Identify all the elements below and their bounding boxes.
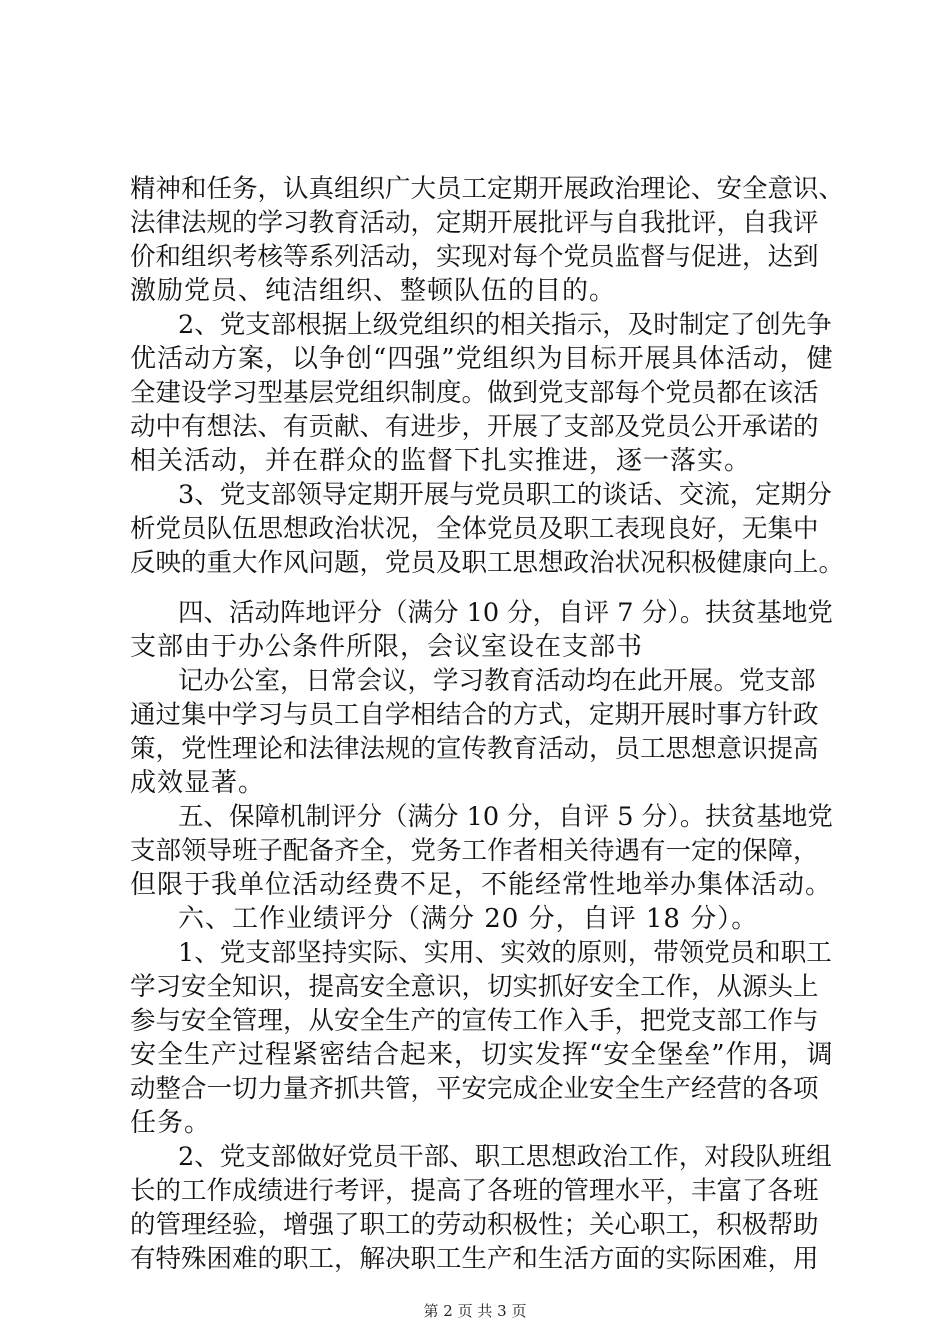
text-line: 通过集中学习与员工自学相结合的方式，定期开展时事方针政: [130, 700, 819, 730]
text-line: 2、党支部根据上级党组织的相关指示，及时制定了创先争: [178, 310, 832, 340]
text-line: 参与安全管理，从安全生产的宣传工作入手，把党支部工作与: [130, 1006, 819, 1036]
text-line: 精神和任务，认真组织广大员工定期开展政治理论、安全意识、: [130, 174, 845, 204]
text-line: 1、党支部坚持实际、实用、实效的原则，带领党员和职工: [178, 938, 832, 968]
text-line: 六、工作业绩评分（满分 20 分，自评 18 分）。: [178, 904, 759, 934]
text-line: 全建设学习型基层党组织制度。做到党支部每个党员都在该活: [130, 378, 819, 408]
text-line: 任务。: [130, 1108, 212, 1138]
text-line: 策，党性理论和法律法规的宣传教育活动，员工思想意识提高: [130, 734, 819, 764]
text-line: 记办公室，日常会议，学习教育活动均在此开展。党支部: [178, 666, 816, 696]
text-line: 四、活动阵地评分（满分 10 分，自评 7 分）。扶贫基地党: [178, 598, 833, 628]
text-line: 相关活动，并在群众的监督下扎实推进，逐一落实。: [130, 446, 752, 476]
text-line: 反映的重大作风问题，党员及职工思想政治状况积极健康向上。: [130, 548, 845, 578]
text-line: 3、党支部领导定期开展与党员职工的谈话、交流，定期分: [178, 480, 832, 510]
text-line: 动中有想法、有贡献、有进步，开展了支部及党员公开承诺的: [130, 412, 819, 442]
text-line: 支部领导班子配备齐全，党务工作者相关待遇有一定的保障，: [130, 836, 819, 866]
text-line: 的管理经验，增强了职工的劳动积极性；关心职工，积极帮助: [130, 1210, 819, 1240]
text-line: 优活动方案，以争创“四强”党组织为目标开展具体活动，健: [130, 344, 834, 374]
text-line: 学习安全知识，提高安全意识，切实抓好安全工作，从源头上: [130, 972, 819, 1002]
text-line: 但限于我单位活动经费不足，不能经常性地举办集体活动。: [130, 870, 833, 900]
page-footer: 第 2 页 共 3 页: [423, 1302, 527, 1320]
text-line: 法律法规的学习教育活动，定期开展批评与自我批评，自我评: [130, 208, 819, 238]
text-line: 2、党支部做好党员干部、职工思想政治工作，对段队班组: [178, 1142, 832, 1172]
text-line: 动整合一切力量齐抓共管，平安完成企业安全生产经营的各项: [130, 1074, 819, 1104]
text-line: 长的工作成绩进行考评，提高了各班的管理水平，丰富了各班: [130, 1176, 819, 1206]
text-line: 安全生产过程紧密结合起来，切实发挥“安全堡垒”作用，调: [130, 1040, 834, 1070]
text-line: 析党员队伍思想政治状况，全体党员及职工表现良好，无集中: [130, 514, 819, 544]
text-line: 价和组织考核等系列活动，实现对每个党员监督与促进，达到: [130, 242, 819, 272]
text-line: 有特殊困难的职工，解决职工生产和生活方面的实际困难，用: [130, 1244, 819, 1274]
text-line: 五、保障机制评分（满分 10 分，自评 5 分）。扶贫基地党: [178, 802, 833, 832]
text-line: 支部由于办公条件所限，会议室设在支部书: [130, 632, 644, 662]
text-line: 成效显著。: [130, 768, 266, 798]
text-line: 激励党员、纯洁组织、整顿队伍的目的。: [130, 276, 617, 306]
